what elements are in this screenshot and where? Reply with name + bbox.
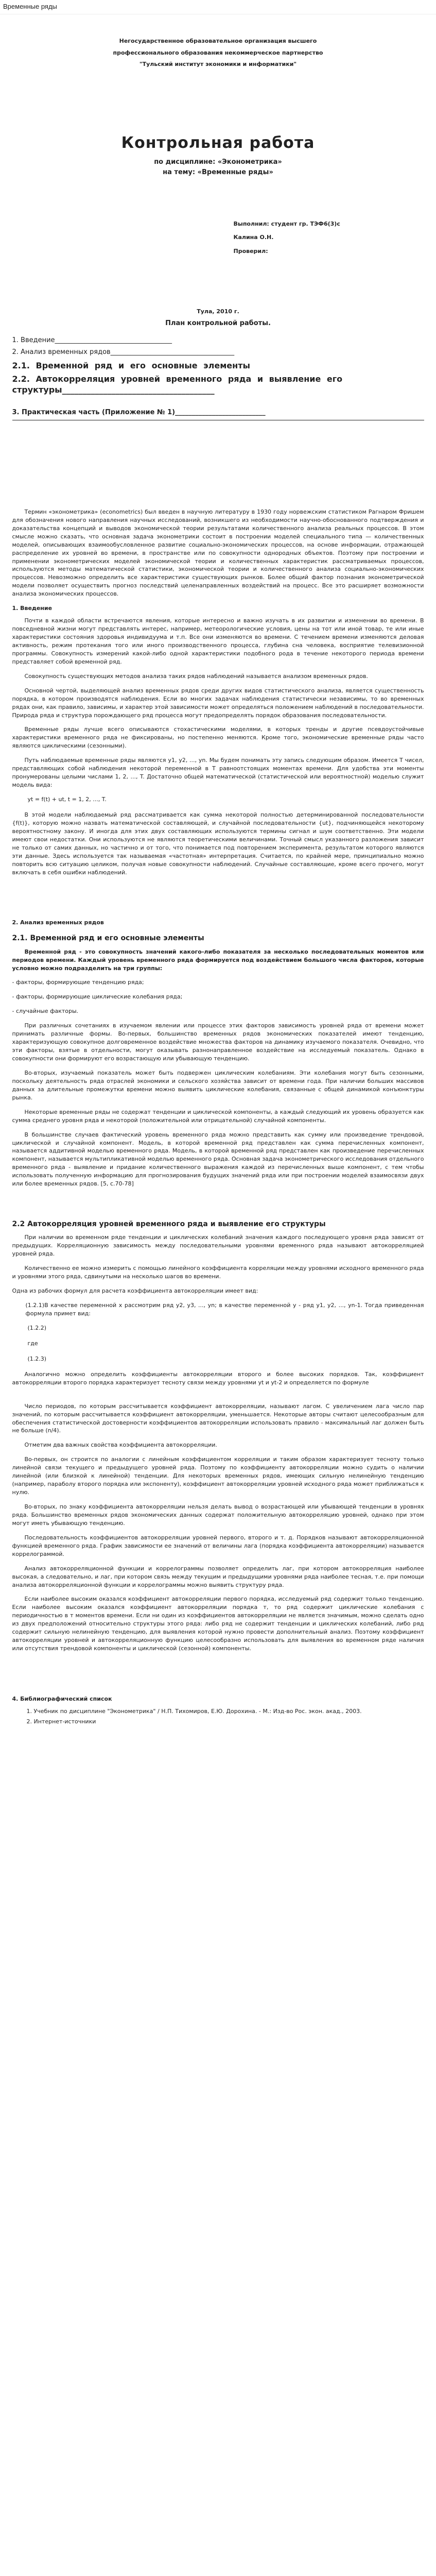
checked-line: Проверил: xyxy=(233,247,268,255)
definition-paragraph: Временной ряд - это совокупность значений какого-либо показателя за несколько последовательных моментов или периодов времени. Каждый уровень временного ряда формируется под воздействием большого числа факторов, которые условно можно подразделить на три группы: xyxy=(12,948,424,972)
autocorr-paragraph-5: Число периодов, по которым рассчитывается коэффициент автокорреляции, называют лагом. С увеличением лага число пар значений, по которым рассчитывается коэффициент автокорреляции, уменьшается. Некоторые авторы считают целесообразным для обеспечения статистической достоверности коэффициентов автокорреляции использовать правило - максимальный лаг должен быть не больше (n/4). xyxy=(12,1402,424,1434)
plan-item-intro[interactable]: 1. Введение___________________________________ xyxy=(12,336,172,344)
institution-line-2: профессионального образования некоммерческое партнерство xyxy=(113,49,323,56)
plan-list xyxy=(12,336,424,420)
plan-title: План контрольной работы. xyxy=(165,319,271,328)
intro-heading: 1. Введение xyxy=(12,605,53,612)
series-paragraph: Путь наблюдаемые временные ряды являются y1, y2, ..., yn. Мы будем понимать эту запись следующим образом. Имеется T чисел, представляющих собой наблюдения некоторой переменной в T равноотстоящих моментах времени. Для удобства эти моменты пронумерованы целыми числами 1, 2, ..., T. Достаточно общей математической (статистической или вероятностной) моделью служит модель вида: xyxy=(12,757,424,789)
autocorr-paragraph-11: Если наиболее высоким оказался коэффициент автокорреляции первого порядка, исследуемый ряд содержит только тенденцию. Если наиболее высоким оказался коэффициент автокорреляции порядка т, то ряд содержит циклические колебания с периодичностью в т моментов времени. Если ни один из коэффициентов автокорреляции не является значимым, можно сделать одно из двух предположений относительно структуры этого ряда: либо ряд не содержит тенденции и циклических колебаний, либо ряд содержит сильную нелинейную тенденцию, для выявления которой нужно провести дополнительный анализ. Поэтому коэффициент автокорреляции уровней и автокорреляционную функцию целесообразно использовать для выявления во временном ряде наличия или отсутствия трендовой компоненты и циклической (сезонной) компоненты. xyxy=(12,1596,424,1652)
autocorr-paragraph-4: Аналогично можно определить коэффициенты автокорреляции второго и более высоких порядков. Так, коэффициент автокорреляции второго порядка характеризует тесноту связи между уровнями yt и yt-2 и определяется по формуле xyxy=(12,1370,424,1386)
autocorr-paragraph-3: Одна из рабочих формул для расчета коэффициента автокорреляции имеет вид: xyxy=(12,1287,258,1295)
model-paragraph: В этой модели наблюдаемый ряд рассматривается как сумма некоторой полностью детерминированной последовательности {f(t)}, которую можно назвать математической составляющей, и случайной последовательности {ut}, подчиняющейся некоторому вероятностному закону. И иногда для этих двух составляющих используются термины сигнал и шум соответственно. Эти модели имеют свои недостатки. Они используются не являются теоретическими величинами. Точный смысл указанного разложения зависит не только от самих данных, но частично и от того, что понимается под повторением эксперимента, результатом которого являются эти данные. Здесь используется так называемая «частотная» интерпретация. Считается, по крайней мере, принципиально можно повторить всю ситуацию целиком, получая новые совокупности наблюдений. Случайные составляющие, кроме всего прочего, могут включать в себя ошибки наблюдений. xyxy=(12,811,424,876)
section-2-paragraph-1: При различных сочетаниях в изучаемом явлении или процессе этих факторов зависимость уровней ряда от времени может принимать различные формы. Во-первых, большинство временных рядов экономических показателей имеют тенденцию, характеризующую совокупное долговременное воздействие множества факторов на динамику изучаемого показателя. Очевидно, что эти факторы, взятые в отдельности, могут оказывать разнонаправленное воздействие на исследуемый показатель. Однако в совокупности они формируют его возрастающую или убывающую тенденцию. xyxy=(12,1022,424,1062)
autocorr-paragraph-1: При наличии во временном ряде тенденции и циклических колебаний значения каждого последующего уровня ряда зависят от предыдущих. Корреляционную зависимость между последовательными уровнями временного ряда называют автокорреляцией уровней ряда. xyxy=(12,1234,424,1258)
autocorr-paragraph-6: Отметим два важных свойства коэффициента автокорреляции. xyxy=(24,1442,217,1449)
intro-paragraph-5: Временные ряды лучше всего описываются стохастическими моделями, в которых тренды и другие псевдоустойчивые характеристики временного ряда не фиксированы, но постепенно меняются. Кроме того, экономические временные ряды часто являются циклическими (сезонными). xyxy=(12,726,424,750)
bibliography-item: 1. Учебник по дисциплине "Эконометрика" / Н.П. Тихомиров, Е.Ю. Дорохина. - М.: Изд-во Рос. экон. акад., 2003. xyxy=(26,1707,362,1715)
formula-3-note: где xyxy=(27,1340,38,1347)
bibliography-item: 2. Интернет-источники xyxy=(26,1718,96,1725)
formula-3-label: (1.2.3) xyxy=(27,1355,47,1362)
student-line: Выполнил: студент гр. ТЭФ6(3)с xyxy=(233,221,340,227)
window-title: Временные ряды xyxy=(0,0,436,14)
factor-3: - случайные факторы. xyxy=(12,1008,79,1015)
city-year: Тула, 2010 г. xyxy=(197,308,239,315)
institution-line-3: "Тульский институт экономики и информатики" xyxy=(139,61,297,67)
section-2-1-heading: 2.1. Временной ряд и его основные элементы xyxy=(12,934,204,943)
formula-2-label: (1.2.2) xyxy=(27,1324,47,1331)
topic-line: на тему: «Временные ряды» xyxy=(163,168,273,176)
intro-paragraph-2: Почти в каждой области встречаются явления, которые интересно и важно изучать в их развитии и изменении во времени. В повседневной жизни могут представлять интерес, например, метеорологические условия, цены на тот или иной товар, те или иные характеристики состояния здоровья индивидуума и т.п. Все они изменяются во времени. С течением времени изменяются деловая активность, режим протекания того или иного производственного процесса, глубина сна человека, восприятие телевизионной программы. Совокупность измерений какой-либо одной характеристики подобного рода в течение некоторого периода времени представляет собой временной ряд. xyxy=(12,617,424,665)
section-2-paragraph-4: В большинстве случаев фактический уровень временного ряда можно представить как сумму или произведение трендовой, циклической и случайной компонент. Модель, в которой временной ряд представлен как сумма перечисленных компонент, называется аддитивной моделью временного ряда. Модель, в которой временной ряд представлен как произведение перечисленных компонент, называется мультипликативной моделью временного ряда. Основная задача эконометрического исследования отдельного временного ряда - выявление и придание количественного выражения каждой из перечисленных выше компонент, с тем чтобы использовать полученную информацию для прогнозирования будущих значений ряда или при построении моделей взаимосвязи двух или более временных рядов. [5, c.70-78] xyxy=(12,1131,424,1188)
autocorr-paragraph-7: Во-первых, он строится по аналогии с линейным коэффициентом корреляции и таким образом характеризует тесноту только линейной связи текущего и предыдущего уровней ряда. Поэтому по коэффициенту автокорреляции можно судить о наличии линейной (или близкой к линейной) тенденции. Для некоторых временных рядов, имеющих сильную нелинейную тенденцию (например, параболу второго порядка или экспоненту), коэффициент автокорреляции уровней исходного ряда может приближаться к нулю. xyxy=(12,1456,424,1496)
student-name: Калина О.Н. xyxy=(233,234,274,241)
intro-paragraph-4: Основной чертой, выделяющей анализ временных рядов среди других видов статистического анализа, является существенность порядка, в котором производятся наблюдения. Если во многих задачах наблюдения статистически независимы, то во временных рядах они, как правило, зависимы, и характер этой зависимости может определяться положением наблюдений в последовательности. Природа ряда и структура порождающего ряд процесса могут предопределять порядок образования последовательности. xyxy=(12,687,424,719)
intro-paragraph-3: Совокупность существующих методов анализа таких рядов наблюдений называется анализом временных рядов. xyxy=(24,672,368,680)
plan-item-analysis[interactable]: 2. Анализ временных рядов_____________________________________ xyxy=(12,348,235,356)
plan-item-autocorrelation[interactable]: 2.2. Автокорреляция уровней временного ряда и выявление его структуры_____________________________________ xyxy=(12,374,343,395)
signature-block xyxy=(234,217,388,258)
autocorr-paragraph-2: Количественно ее можно измерить с помощью линейного коэффициента корреляции между уровнями исходного временного ряда и уровнями этого ряда, сдвинутыми на несколько шагов во времени. xyxy=(12,1265,424,1280)
document-page xyxy=(12,14,424,1749)
section-2-heading: 2. Анализ временных рядов xyxy=(12,919,104,926)
intro-paragraph: Термин «эконометрика» (econometrics) был введен в научную литературу в 1930 году норвежским статистиком Рагнаром Фришем для обозначения нового направления научных исследований, возникшего из необходимости научно-обоснованного подтверждения и доказательства концепций и выводов экономической теории результатами количественного анализа реальных процессов. В этом смысле можно сказать, что основная задача эконометрики состоит в построении моделей специального типа — количественных моделей, описывающих взаимообусловленное развитие социально-экономических процессов, на основе информации, отражающей распределение их уровней во времени, в пространстве или по совокупности однородных объектов. Поэтому при построении и применении эконометрических моделей экономической теории и количественных характеристик рассматриваемых процессов, используются методы математической статистики, экономической теории и количественного анализа социально-экономических процессов. Невозможно определить все характеристики существующих рынков. Более общий фактор познания эконометрической модели позволяет осуществить прогноз последствий целенаправленных воздействий на процесс. Все это расширяет возможности анализа экономических процессов. xyxy=(12,508,424,598)
plan-item-practice[interactable]: 3. Практическая часть (Приложение № 1)___________________________ xyxy=(12,409,266,417)
autocorr-paragraph-9: Последовательность коэффициентов автокорреляции уровней первого, второго и т. д. Порядков называют автокорреляционной функцией временного ряда. График зависимости ее значений от величины лага (порядка коэффициента автокорреляции) называется коррелограммой. xyxy=(12,1534,424,1557)
discipline-line: по дисциплине: «Эконометрика» xyxy=(154,158,282,166)
document-title: Контрольная работа xyxy=(121,133,315,152)
model-formula: yt = f(t) + ut, t = 1, 2, ..., T. xyxy=(27,796,107,803)
section-2-paragraph-3: Некоторые временные ряды не содержат тенденции и циклической компоненты, а каждый следующий их уровень образуется как сумма среднего уровня ряда и некоторой (положительной или отрицательной) случайной компоненты. xyxy=(12,1108,424,1124)
institution-line-1: Негосударственное образовательное организация высшего xyxy=(119,38,317,44)
bibliography-heading: 4. Библиографический список xyxy=(12,1696,112,1703)
autocorr-paragraph-10: Анализ автокорреляционной функции и коррелограммы позволяет определить лаг, при котором автокорреляция наиболее высокая, а следовательно, и лаг, при котором связь между текущим и предыдущими уровнями ряда наиболее тесная, т.е. при помощи анализа автокорреляционной функции и коррелограммы можно выявить структуру ряда. xyxy=(12,1565,424,1588)
factor-2: - факторы, формирующие циклические колебания ряда; xyxy=(12,993,183,1001)
plan-item-elements[interactable]: 2.1. Временной ряд и его основные элементы xyxy=(12,360,250,370)
section-2-2-heading: 2.2 Автокорреляция уровней временного ряда и выявление его структуры xyxy=(12,1220,326,1229)
formula-1-description: (1.2.1)В качестве переменной х рассмотрим ряд y2, y3, ..., yn; в качестве переменной у - ряд y1, y2, ..., yn-1. Тогда приведенная формула примет вид: xyxy=(25,1302,424,1317)
section-2-paragraph-2: Во-вторых, изучаемый показатель может быть подвержен циклическим колебаниям. Эти колебания могут быть сезонными, поскольку деятельность ряда отраслей экономики и сельского хозяйства зависит от времени года. При наличии больших массивов данных за длительные промежутки времени можно выявить циклические колебания, связанные с общей динамикой конъюнктуры рынка. xyxy=(12,1069,424,1101)
factor-1: - факторы, формирующие тенденцию ряда; xyxy=(12,979,144,986)
autocorr-paragraph-8: Во-вторых, по знаку коэффициента автокорреляции нельзя делать вывод о возрастающей или убывающей тенденции в уровнях ряда. Большинство временных рядов экономических данных содержат положительную автокорреляцию уровней, однако при этом могут иметь убывающую тенденцию. xyxy=(12,1503,424,1527)
